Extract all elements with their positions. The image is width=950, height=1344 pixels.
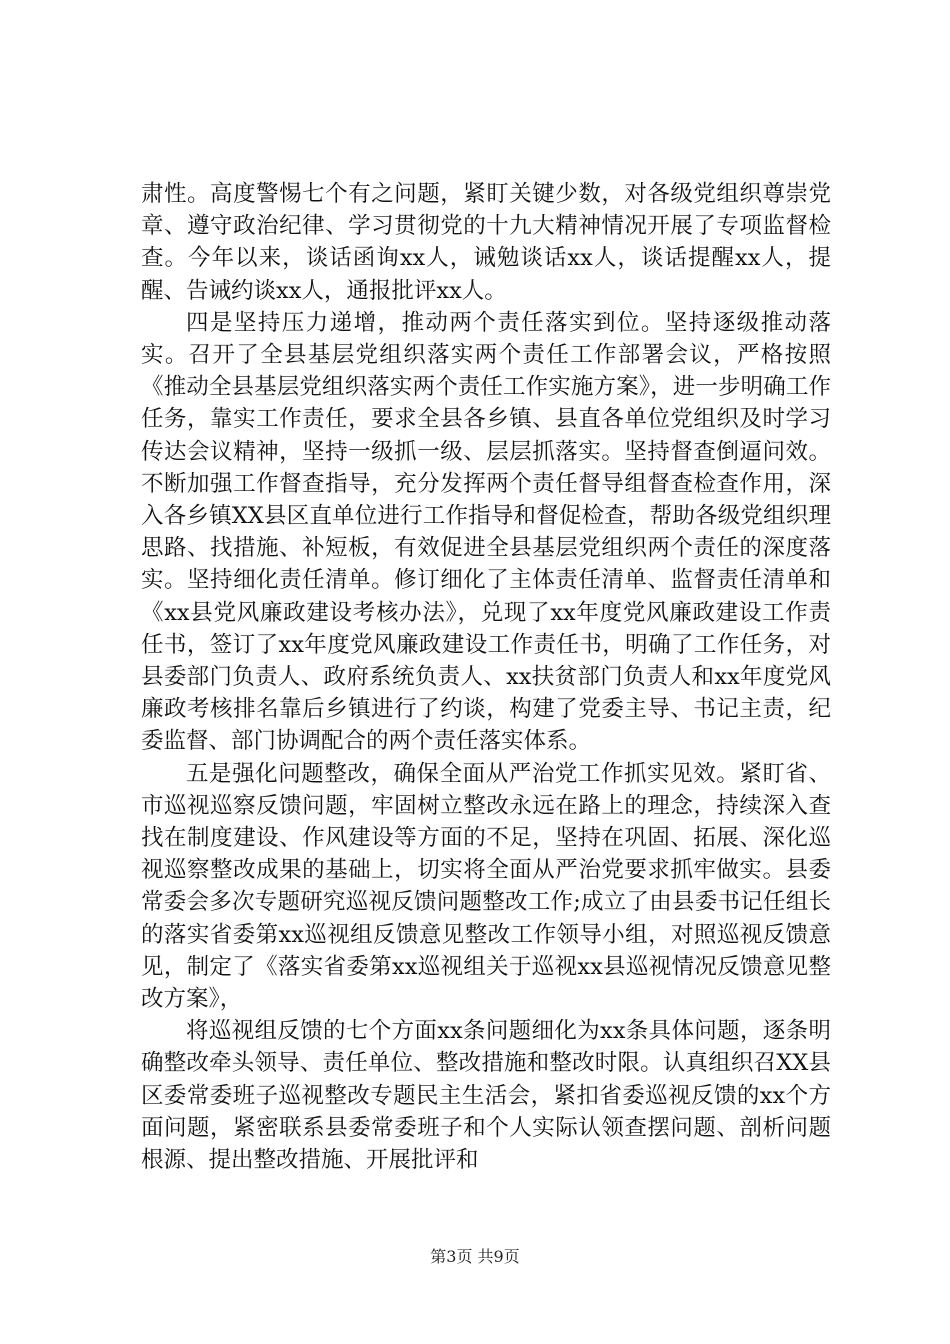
document-body <box>141 178 831 1176</box>
paragraph-rectification: 将巡视组反馈的七个方面xx条问题细化为xx条具体问题，逐条明确整改牵头领导、责任单位、整改措施和整改时限。认真组织召XX县区委常委班子巡视整改专题民主生活会，紧扣省委巡视反馈的xx个方面问题，紧密联系县委常委班子和个人实际认领查摆问题、剖析问题根源、提出整改措施、开展批评和 <box>141 1018 831 1174</box>
paragraph-five: 五是强化问题整改，确保全面从严治党工作抓实见效。紧盯省、市巡视巡察反馈问题，牢固树立整改永远在路上的理念，持续深入查找在制度建设、作风建设等方面的不足，坚持在巩固、拓展、深化巡视巡察整改成果的基础上，切实将全面从严治党要求抓牢做实。县委常委会多次专题研究巡视反馈问题整改工作;成立了由县委书记任组长的落实省委第xx巡视组反馈意见整改工作领导小组，对照巡视反馈意见，制定了《落实省委第xx巡视组关于巡视xx县巡视情况反馈意见整改方案》， <box>141 760 831 1013</box>
paragraph-continuation: 肃性。高度警惕七个有之问题，紧盯关键少数，对各级党组织尊崇党章、遵守政治纪律、学习贯彻党的十九大精神情况开展了专项监督检查。今年以来，谈话函询xx人，诫勉谈话xx人，谈话提醒xx人，提醒、告诫约谈xx人，通报批评xx人。 <box>141 181 831 304</box>
paragraph-four: 四是坚持压力递增，推动两个责任落实到位。坚持逐级推动落实。召开了全县基层党组织落实两个责任工作部署会议，严格按照《推动全县基层党组织落实两个责任工作实施方案》，进一步明确工作任务，靠实工作责任，要求全县各乡镇、县直各单位党组织及时学习传达会议精神，坚持一级抓一级、层层抓落实。坚持督查倒逼问效。不断加强工作督查指导，充分发挥两个责任督导组督查检查作用，深入各乡镇XX县区直单位进行工作指导和督促检查，帮助各级党组织理思路、找措施、补短板，有效促进全县基层党组织两个责任的深度落实。坚持细化责任清单。修订细化了主体责任清单、监督责任清单和《xx县党风廉政建设考核办法》，兑现了xx年度党风廉政建设工作责任书，签订了xx年度党风廉政建设工作责任书，明确了工作任务，对县委部门负责人、政府系统负责人、xx扶贫部门负责人和xx年度党风廉政考核排名靠后乡镇进行了约谈，构建了党委主导、书记主责，纪委监督、部门协调配合的两个责任落实体系。 <box>141 309 831 755</box>
page-footer: 第3页 共9页 <box>430 1247 520 1266</box>
